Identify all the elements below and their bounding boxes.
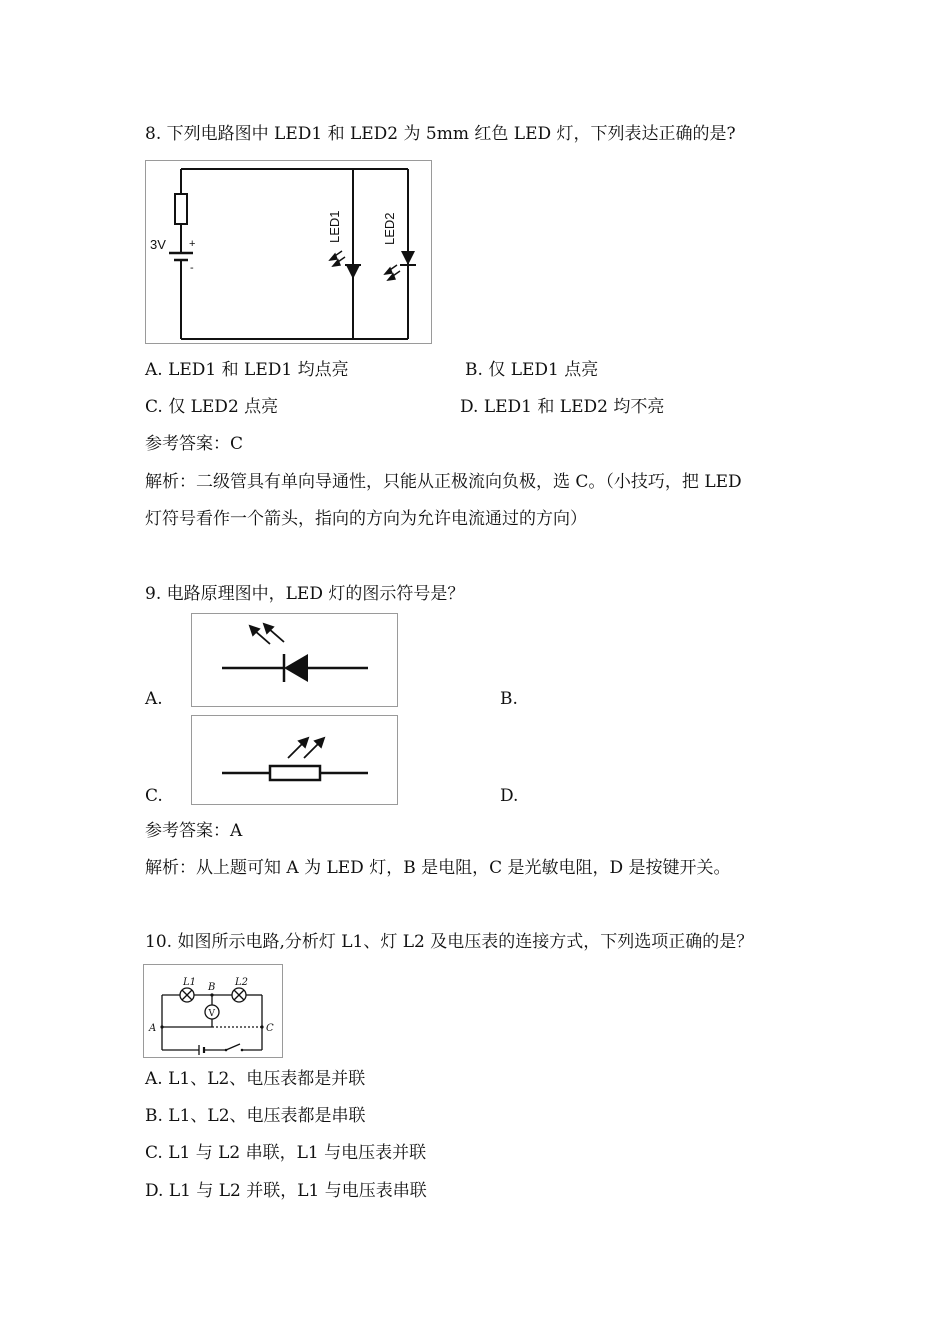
q9-explanation: 解析：从上题可知 A 为 LED 灯，B 是电阻，C 是光敏电阻，D 是按键开关。 [145,858,731,878]
q10-option-a: A. L1、L2、电压表都是并联 [145,1069,366,1089]
q8-explanation-line2: 灯符号看作一个箭头，指向的方向为允许电流通过的方向） [145,509,587,529]
q9-answer: 参考答案：A [145,821,243,841]
l2-label: L2 [235,977,249,988]
resistor-rectangle-icon [270,766,320,780]
led1-label: LED1 [327,210,342,243]
node-b-label: B [208,982,216,993]
battery-voltage-label: 3V [150,237,166,252]
q10-option-c: C. L1 与 L2 串联，L1 与电压表并联 [145,1143,427,1163]
q8-option-c: C. 仅 LED2 点亮 [145,397,279,417]
resistor-symbol [175,194,187,224]
led-parallel-circuit-diagram [146,161,431,343]
q9-option-c-label: C. [145,786,163,806]
led1-diode-symbol [346,265,360,279]
q9-option-a-figure [191,613,398,707]
q9-option-a-label: A. [145,689,163,709]
q9-option-c-figure [191,715,398,805]
q9-option-b-label: B. [500,689,518,709]
l1-l2-voltmeter-circuit-diagram [144,965,282,1057]
q8-explanation-line1: 解析：二级管具有单向导通性，只能从正极流向负极，选 C。（小技巧，把 LED [145,472,742,492]
q8-option-a: A. LED1 和 LED1 均点亮 [145,360,349,380]
photoresistor-symbol-diagram [192,716,397,804]
l1-label: L1 [183,977,197,988]
led2-diode-symbol [401,251,415,265]
q10-stem: 10. 如图所示电路,分析灯 L1、灯 L2 及电压表的连接方式，下列选项正确的是？ [145,932,754,952]
q8-option-b: B. 仅 LED1 点亮 [465,360,599,380]
switch-lever [226,1044,240,1050]
led2-label: LED2 [382,212,397,245]
voltmeter-label: V [208,1009,215,1019]
q10-option-b: B. L1、L2、电压表都是串联 [145,1106,366,1126]
node-a-label: A [149,1023,157,1034]
node-c-label: C [266,1023,274,1034]
diode-triangle-icon [284,654,308,682]
q9-stem: 9. 电路原理图中，LED 灯的图示符号是？ [145,584,465,604]
q10-circuit-figure [143,964,283,1058]
battery-plus-label: + [189,238,196,250]
q8-answer: 参考答案：C [145,434,244,454]
q8-stem: 8. 下列电路图中 LED1 和 LED2 为 5mm 红色 LED 灯，下列表达正确的是? [145,124,736,144]
q8-option-d: D. LED1 和 LED2 均不亮 [460,397,665,417]
battery-minus-label: - [190,262,194,274]
q10-option-d: D. L1 与 L2 并联，L1 与电压表串联 [145,1181,427,1201]
led-symbol-diagram [192,614,397,706]
q9-option-d-label: D. [500,786,519,806]
q8-circuit-figure [145,160,432,344]
